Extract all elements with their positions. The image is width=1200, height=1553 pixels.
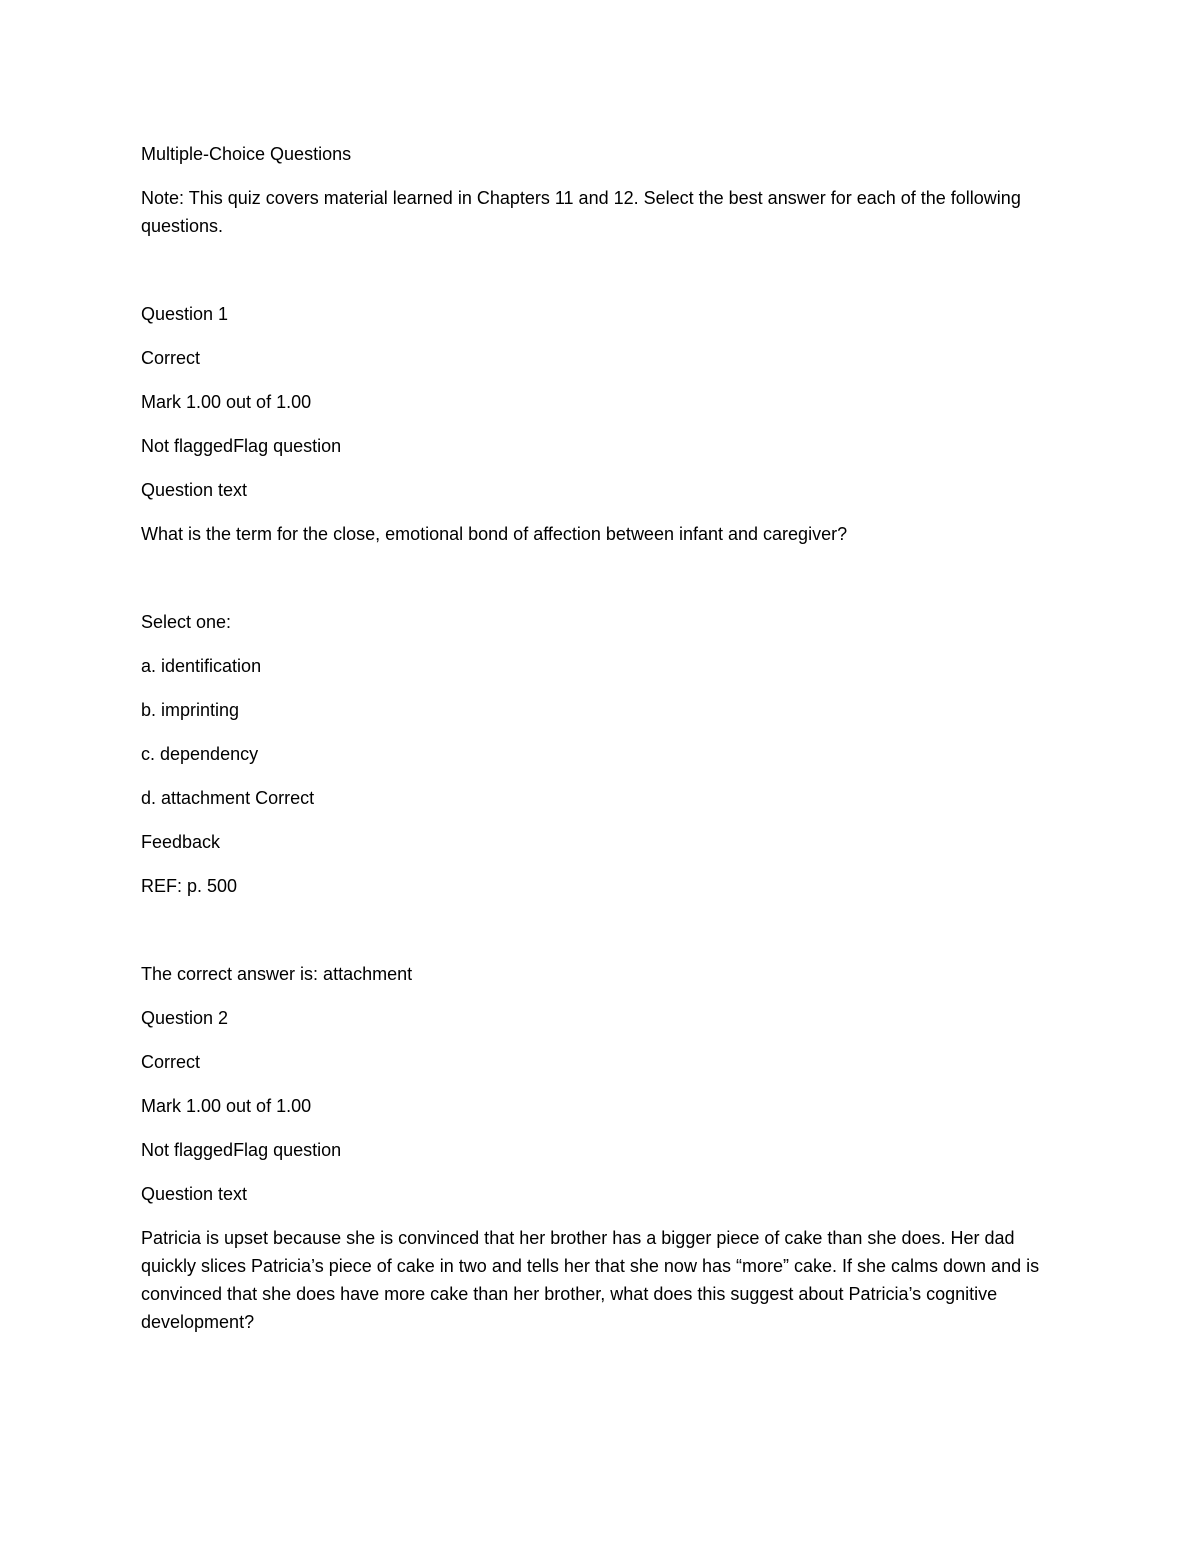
answer-option-c[interactable]: c. dependency — [141, 744, 259, 764]
flag-question-link[interactable]: Not flaggedFlag question — [141, 436, 342, 456]
question-text: Patricia is upset because she is convinced that her brother has a bigger piece of cake than she does. Her dad quickly slices Patricia’s piece of cake in two and tells her that she now has “more” cake. If she calms down and is convinced that she does have more cake than her brother, what does this suggest about Patricia’s cognitive development? — [141, 1228, 1040, 1332]
question-status: Correct — [141, 1052, 201, 1072]
answer-option-d[interactable]: d. attachment Correct — [141, 788, 315, 808]
question-heading: Question 1 — [141, 304, 229, 324]
question-text-label: Question text — [141, 480, 248, 500]
question-1 — [141, 300, 1061, 988]
question-heading: Question 2 — [141, 1008, 229, 1028]
question-mark: Mark 1.00 out of 1.00 — [141, 392, 312, 412]
correct-answer: The correct answer is: attachment — [141, 964, 413, 984]
document-title: Multiple-Choice Questions — [141, 144, 352, 164]
note-label: Note: — [141, 188, 185, 208]
question-text: What is the term for the close, emotional bond of affection between infant and caregiver? — [141, 524, 848, 544]
question-text-label: Question text — [141, 1184, 248, 1204]
question-status: Correct — [141, 348, 201, 368]
spacer — [141, 916, 1061, 960]
question-mark: Mark 1.00 out of 1.00 — [141, 1096, 312, 1116]
select-prompt: Select one: — [141, 612, 232, 632]
feedback-ref: REF: p. 500 — [141, 876, 238, 896]
answer-option-a[interactable]: a. identification — [141, 656, 262, 676]
note-text: This quiz covers material learned in Chapters 11 and 12. Select the best answer for each of the following questions. — [141, 188, 1021, 236]
document-page — [141, 140, 1061, 1352]
question-2 — [141, 1004, 1061, 1336]
spacer — [141, 256, 1061, 300]
flag-question-link[interactable]: Not flaggedFlag question — [141, 1140, 342, 1160]
feedback-label: Feedback — [141, 832, 221, 852]
spacer — [141, 564, 1061, 608]
document-note — [141, 184, 1061, 240]
answer-option-b[interactable]: b. imprinting — [141, 700, 240, 720]
